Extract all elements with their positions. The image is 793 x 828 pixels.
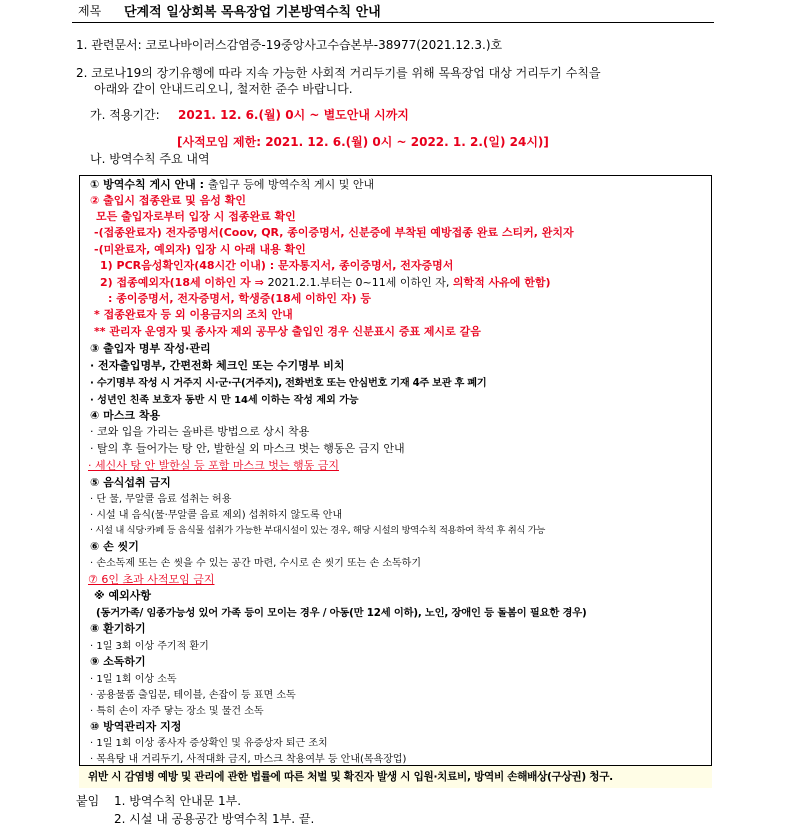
purpose-item-line1: 2. 코로나19의 장기유행에 따라 지속 가능한 사회적 거리두기를 위해 목욕장업 대상 거리두기 수칙을 bbox=[76, 66, 601, 80]
period-value: 2021. 12. 6.(월) 0시 ~ 별도안내 시까지 bbox=[178, 108, 409, 122]
rule-2-line1: 모든 출입자로부터 입장 시 접종완료 확인 bbox=[96, 210, 296, 223]
rule-7-line2: (동거가족/ 임종가능성 있어 가족 등이 모이는 경우 / 아동(만 12세 이하), 노인, 장애인 등 돌봄이 필요한 경우) bbox=[96, 607, 587, 619]
rule-8-title: ⑧ 환기하기 bbox=[90, 622, 146, 635]
rule-2-line8: ** 관리자 운영자 및 종사자 제외 공무상 출입인 경우 신분표시 증표 제시로 갈음 bbox=[94, 325, 481, 338]
rule-5-line1: · 단 물, 무알콜 음료 섭취는 허용 bbox=[90, 494, 232, 505]
rule-2-line5c: 의학적 사유에 한함) bbox=[452, 276, 551, 289]
rule-1-text: 출입구 등에 방역수칙 게시 및 안내 bbox=[207, 178, 375, 191]
title-divider bbox=[72, 22, 714, 23]
rule-3-line3: · 성년인 친족 보호자 동반 시 만 14세 이하는 작성 제외 가능 bbox=[90, 395, 359, 406]
rule-9-line1: · 1일 1회 이상 소독 bbox=[90, 674, 177, 685]
rule-2-line5 bbox=[100, 274, 551, 290]
rule-5-title: ⑤ 음식섭취 금지 bbox=[90, 476, 171, 489]
rule-7-line1: ※ 예외사항 bbox=[94, 589, 152, 602]
rule-2-line2: -(접종완료자) 전자증명서(Coov, QR, 종이증명서, 신분증에 부착된 예방접종 완료 스티커, 완치자 bbox=[94, 226, 574, 239]
rule-4-line1: · 코와 입을 가리는 올바른 방법으로 상시 착용 bbox=[90, 425, 310, 438]
rule-5-line2: · 시설 내 음식(물·무알콜 음료 제외) 섭취하지 않도록 안내 bbox=[90, 510, 343, 521]
rule-9-line3: · 특히 손이 자주 닿는 장소 및 물건 소독 bbox=[90, 706, 264, 717]
purpose-item-line2: 아래와 같이 안내드리오니, 철저한 준수 바랍니다. bbox=[94, 82, 353, 96]
rule-3-title: ③ 출입자 명부 작성·관리 bbox=[90, 342, 211, 355]
rule-3-line1: · 전자출입명부, 간편전화 체크인 또는 수기명부 비치 bbox=[90, 359, 345, 372]
rule-2-line3: -(미완료자, 예외자) 입장 시 아래 내용 확인 bbox=[94, 243, 306, 256]
subject-label: 제목 bbox=[78, 4, 102, 18]
rule-3-line2: · 수기명부 작성 시 거주지 시·군·구(거주지), 전화번호 또는 안심번호 기재 4주 보관 후 폐기 bbox=[90, 378, 487, 389]
rule-6-title: ⑥ 손 씻기 bbox=[90, 540, 139, 553]
rule-4-line2: · 탈의 후 들어가는 탕 안, 발한실 외 마스크 벗는 행동은 금지 안내 bbox=[90, 442, 405, 455]
attachment-1: 1. 방역수칙 안내문 1부. bbox=[114, 794, 242, 808]
rule-9-line2: · 공용물품 출입문, 테이블, 손잡이 등 표면 소독 bbox=[90, 690, 296, 701]
private-gathering-limit: [사적모임 제한: 2021. 12. 6.(월) 0시 ~ 2022. 1. 2.(일) 24시)] bbox=[177, 135, 549, 149]
attachments-label: 붙임 bbox=[76, 794, 100, 808]
rule-2-line6: : 종이증명서, 전자증명서, 학생증(18세 이하인 자) 등 bbox=[108, 292, 371, 305]
rule-2-line7: * 접종완료자 등 외 이용금지의 조치 안내 bbox=[94, 308, 293, 321]
rule-1 bbox=[90, 176, 374, 192]
rule-5-line3: · 시설 내 식당·카페 등 음식물 섭취가 가능한 부대시설이 있는 경우, 해당 시설의 방역수칙 적용하여 착석 후 취식 가능 bbox=[90, 525, 546, 536]
rule-4-line3: · 세신사 탕 안 발한실 등 포함 마스크 벗는 행동 금지 bbox=[88, 459, 339, 472]
rule-10-title: ⑩ 방역관리자 지정 bbox=[90, 720, 182, 733]
rule-7-title: ⑦ 6인 초과 사적모임 금지 bbox=[88, 573, 215, 586]
rule-10-line2: · 목욕탕 내 거리두기, 사적대화 금지, 마스크 착용여부 등 안내(목욕장업) bbox=[90, 754, 407, 765]
rule-8-line1: · 1일 3회 이상 주기적 환기 bbox=[90, 641, 209, 652]
document-title: 단계적 일상회복 목욕장업 기본방역수칙 안내 bbox=[124, 5, 381, 20]
rules-header: 나. 방역수칙 주요 내역 bbox=[90, 152, 210, 166]
related-document-item: 1. 관련문서: 코로나바이러스감염증-19중앙사고수습본부-38977(2021.12.3.)호 bbox=[76, 38, 503, 52]
rule-6-line1: · 손소독제 또는 손 씻을 수 있는 공간 마련, 수시로 손 씻기 또는 손 소독하기 bbox=[90, 558, 421, 569]
rule-9-title: ⑨ 소독하기 bbox=[90, 655, 146, 668]
rule-2-title: ② 출입시 접종완료 및 음성 확인 bbox=[90, 194, 246, 207]
rule-4-title: ④ 마스크 착용 bbox=[90, 409, 161, 422]
period-prefix: 가. 적용기간: bbox=[90, 108, 160, 122]
rules-footer-text: 위반 시 감염병 예방 및 관리에 관한 법률에 따른 처벌 및 확진자 발생 시 입원·치료비, 방역비 손해배상(구상권) 청구. bbox=[88, 771, 613, 783]
rule-2-line4: 1) PCR음성확인자(48시간 이내) : 문자통지서, 종이증명서, 전자증명서 bbox=[100, 259, 454, 272]
rule-2-line5b: 2021.2.1.부터는 0~11세 이하인 자, bbox=[267, 276, 453, 289]
rule-10-line1: · 1일 1회 이상 종사자 증상확인 및 유증상자 퇴근 조치 bbox=[90, 738, 328, 749]
attachment-2: 2. 시설 내 공용공간 방역수칙 1부. 끝. bbox=[114, 812, 315, 826]
rule-1-title: ① 방역수칙 게시 안내 : bbox=[90, 178, 208, 191]
rule-2-line5a: 2) 접종예외자(18세 이하인 자 ⇒ bbox=[100, 276, 268, 289]
